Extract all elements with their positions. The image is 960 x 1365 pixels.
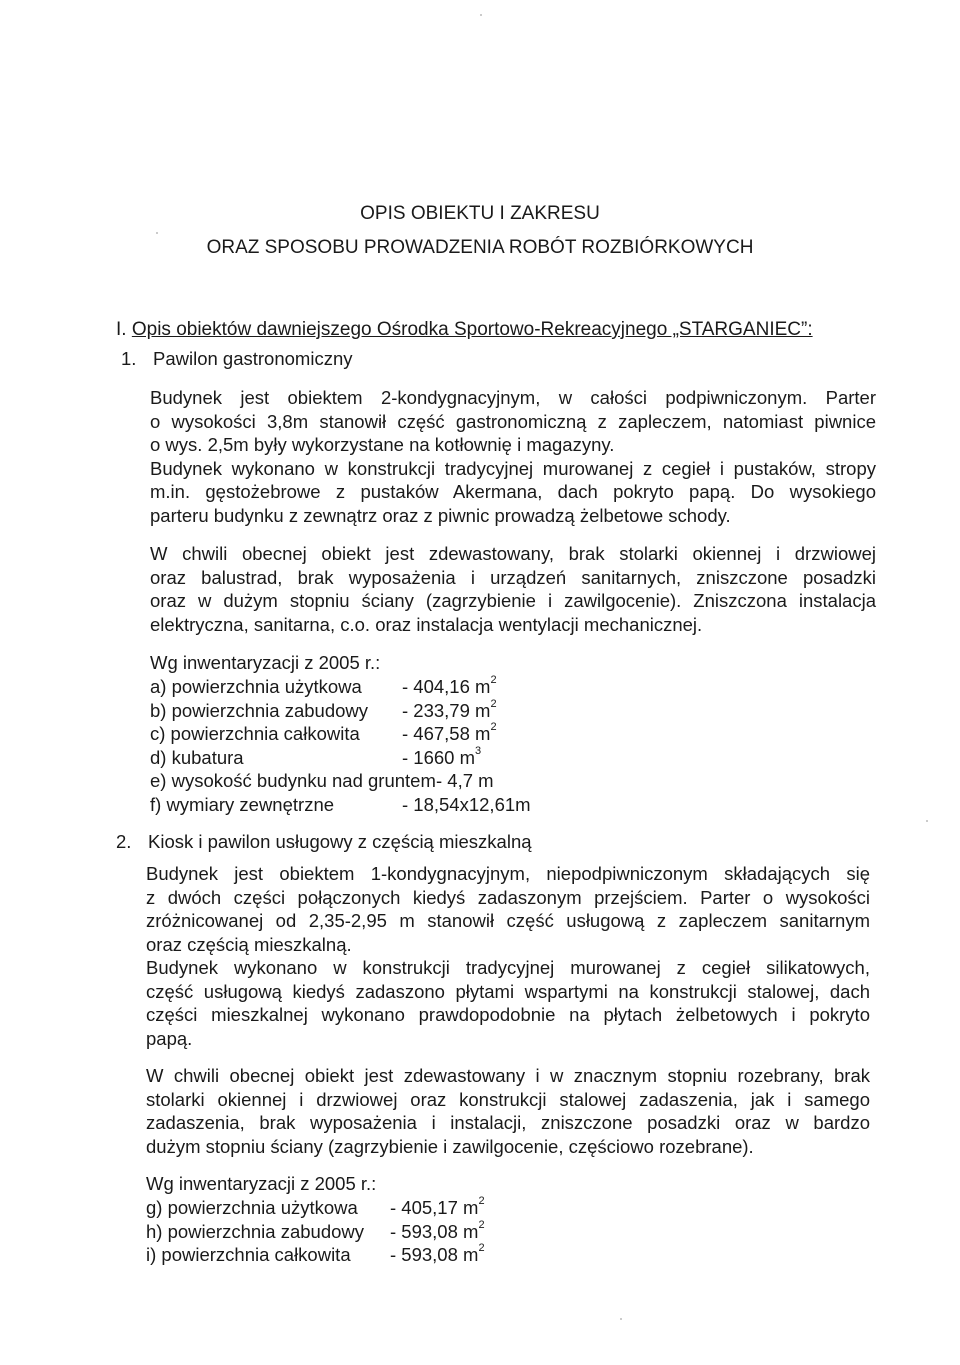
text-line: Budynek wykonano w konstrukcji tradycyjnej murowanej z cegieł silikatowych, <box>146 957 870 978</box>
inventory-value: - 593,08 m <box>390 1244 479 1265</box>
item1-inventory-title: Wg inwentaryzacji z 2005 r.: <box>150 652 381 673</box>
inventory-unit-exponent: 2 <box>490 674 497 686</box>
inventory-value: - 233,79 m <box>402 699 491 721</box>
inventory-value: - 4,7 m <box>436 770 494 791</box>
scan-speck <box>926 820 928 822</box>
inventory-label: c) powierzchnia całkowita <box>150 723 360 744</box>
inventory-unit-exponent: 3 <box>475 744 482 757</box>
inventory-unit-exponent: 2 <box>478 1218 485 1231</box>
text-line: W chwili obecnej obiekt jest zdewastowany, brak stolarki okiennej i drzwiowej <box>150 543 876 564</box>
text-line: zróżnicowanej od 2,35-2,95 m stanowił część usługową z zapleczem sanitarnym <box>146 910 870 931</box>
item-number: 2. <box>116 831 132 852</box>
item-number: 1. <box>121 348 137 369</box>
text-line: Budynek jest obiektem 1-kondygnacyjnym, niepodpiwniczonym składających się <box>146 863 870 884</box>
inventory-unit-exponent: 2 <box>478 1242 485 1254</box>
item-heading <box>116 830 532 854</box>
text-line: oraz w dużym stopniu ściany (zagrzybienie i zawilgocenie). Zniszczona instalacja <box>150 590 876 611</box>
text-line: oraz częścią mieszkalną. <box>146 933 352 955</box>
inventory-value: - 1660 m <box>402 746 476 768</box>
inventory-label: f) wymiary zewnętrzne <box>150 793 335 815</box>
section-heading <box>116 318 813 342</box>
item-title: Kiosk i pawilon usługowy z częścią mieszkalną <box>148 831 532 852</box>
inventory-value: - 18,54x12,61m <box>402 793 531 815</box>
section-title: Opis obiektów dawniejszego Ośrodka Sportowo-Rekreacyjnego „STARGANIEC”: <box>131 319 813 340</box>
inventory-value: - 405,17 m <box>390 1197 479 1218</box>
document-title-line2: ORAZ SPOSOBU PROWADZENIA ROBÓT ROZBIÓRKOWYCH <box>206 237 754 258</box>
scan-speck <box>620 1318 622 1320</box>
text-line: dużym stopniu ściany (zagrzybienie i zawilgocenie, częściowo rozebrane). <box>146 1135 754 1157</box>
inventory-value: - 467,58 m <box>402 723 491 744</box>
text-line: W chwili obecnej obiekt jest zdewastowany i w znacznym stopniu rozebrany, brak <box>146 1065 870 1086</box>
inventory-label: b) powierzchnia zabudowy <box>150 699 369 721</box>
text-line: z dwóch części połączonych kiedyś zadaszonym przejściem. Parter o wysokości <box>146 886 870 908</box>
item1-condition <box>150 542 876 636</box>
text-line: Budynek jest obiektem 2-kondygnacyjnym, w całości podpiwniczonym. Parter <box>150 387 876 408</box>
item1-description <box>150 386 876 527</box>
inventory-label: a) powierzchnia użytkowa <box>150 676 362 697</box>
text-line: stolarki okiennej i drzwiowej oraz konstrukcji stalowej zadaszenia, jak i samego <box>146 1088 870 1110</box>
text-line: część usługową kiedyś zadaszono płytami wspartymi na konstrukcji stalowej, dach <box>146 980 870 1002</box>
item2-description <box>146 862 870 1050</box>
inventory-unit-exponent: 2 <box>478 1195 485 1207</box>
section-number: I. <box>116 319 127 340</box>
text-line: o wysokości 3,8m stanowił część gastronomiczną z zapleczem, natomiast piwnice <box>150 410 876 432</box>
text-line: części mieszkalnej wykonano prawdopodobnie na płytach żelbetowych i pokryto <box>146 1004 870 1025</box>
document-title-line1: OPIS OBIEKTU I ZAKRESU <box>360 203 600 224</box>
inventory-value: - 593,08 m <box>390 1220 479 1242</box>
text-line: m.in. gęstożebrowe z pustaków Akermana, dach pokryto papą. Do wysokiego <box>150 481 876 502</box>
scan-speck <box>156 232 158 234</box>
text-line: Budynek wykonano w konstrukcji tradycyjnej murowanej z cegieł i pustaków, stropy <box>150 457 876 479</box>
inventory-value: - 404,16 m <box>402 676 491 697</box>
item-heading <box>121 347 352 371</box>
inventory-unit-exponent: 2 <box>490 697 497 710</box>
text-line: oraz balustrad, brak wyposażenia i urządzeń sanitarnych, zniszczone posadzki <box>150 566 876 588</box>
text-line: papą. <box>146 1027 193 1049</box>
inventory-label: g) powierzchnia użytkowa <box>146 1197 358 1218</box>
text-line: zadaszenia, brak wyposażenia i instalacji, zniszczone posadzki oraz w bardzo <box>146 1112 870 1133</box>
text-line: o wys. 2,5m były wykorzystane na kotłownię i magazyny. <box>150 434 615 455</box>
item2-condition <box>146 1064 870 1158</box>
inventory-label: d) kubatura <box>150 746 244 768</box>
scan-speck <box>480 14 482 16</box>
inventory-label: i) powierzchnia całkowita <box>146 1244 351 1265</box>
inventory-label: e) wysokość budynku nad gruntem <box>150 770 436 791</box>
item2-inventory-title: Wg inwentaryzacji z 2005 r.: <box>146 1173 377 1194</box>
text-line: elektryczna, sanitarna, c.o. oraz instalacja wentylacji mechanicznej. <box>150 613 703 635</box>
inventory-unit-exponent: 2 <box>490 721 497 733</box>
item-title: Pawilon gastronomiczny <box>153 348 353 369</box>
inventory-label: h) powierzchnia zabudowy <box>146 1220 365 1242</box>
text-line: parteru budynku z zewnątrz oraz z piwnic prowadzą żelbetowe schody. <box>150 504 731 526</box>
